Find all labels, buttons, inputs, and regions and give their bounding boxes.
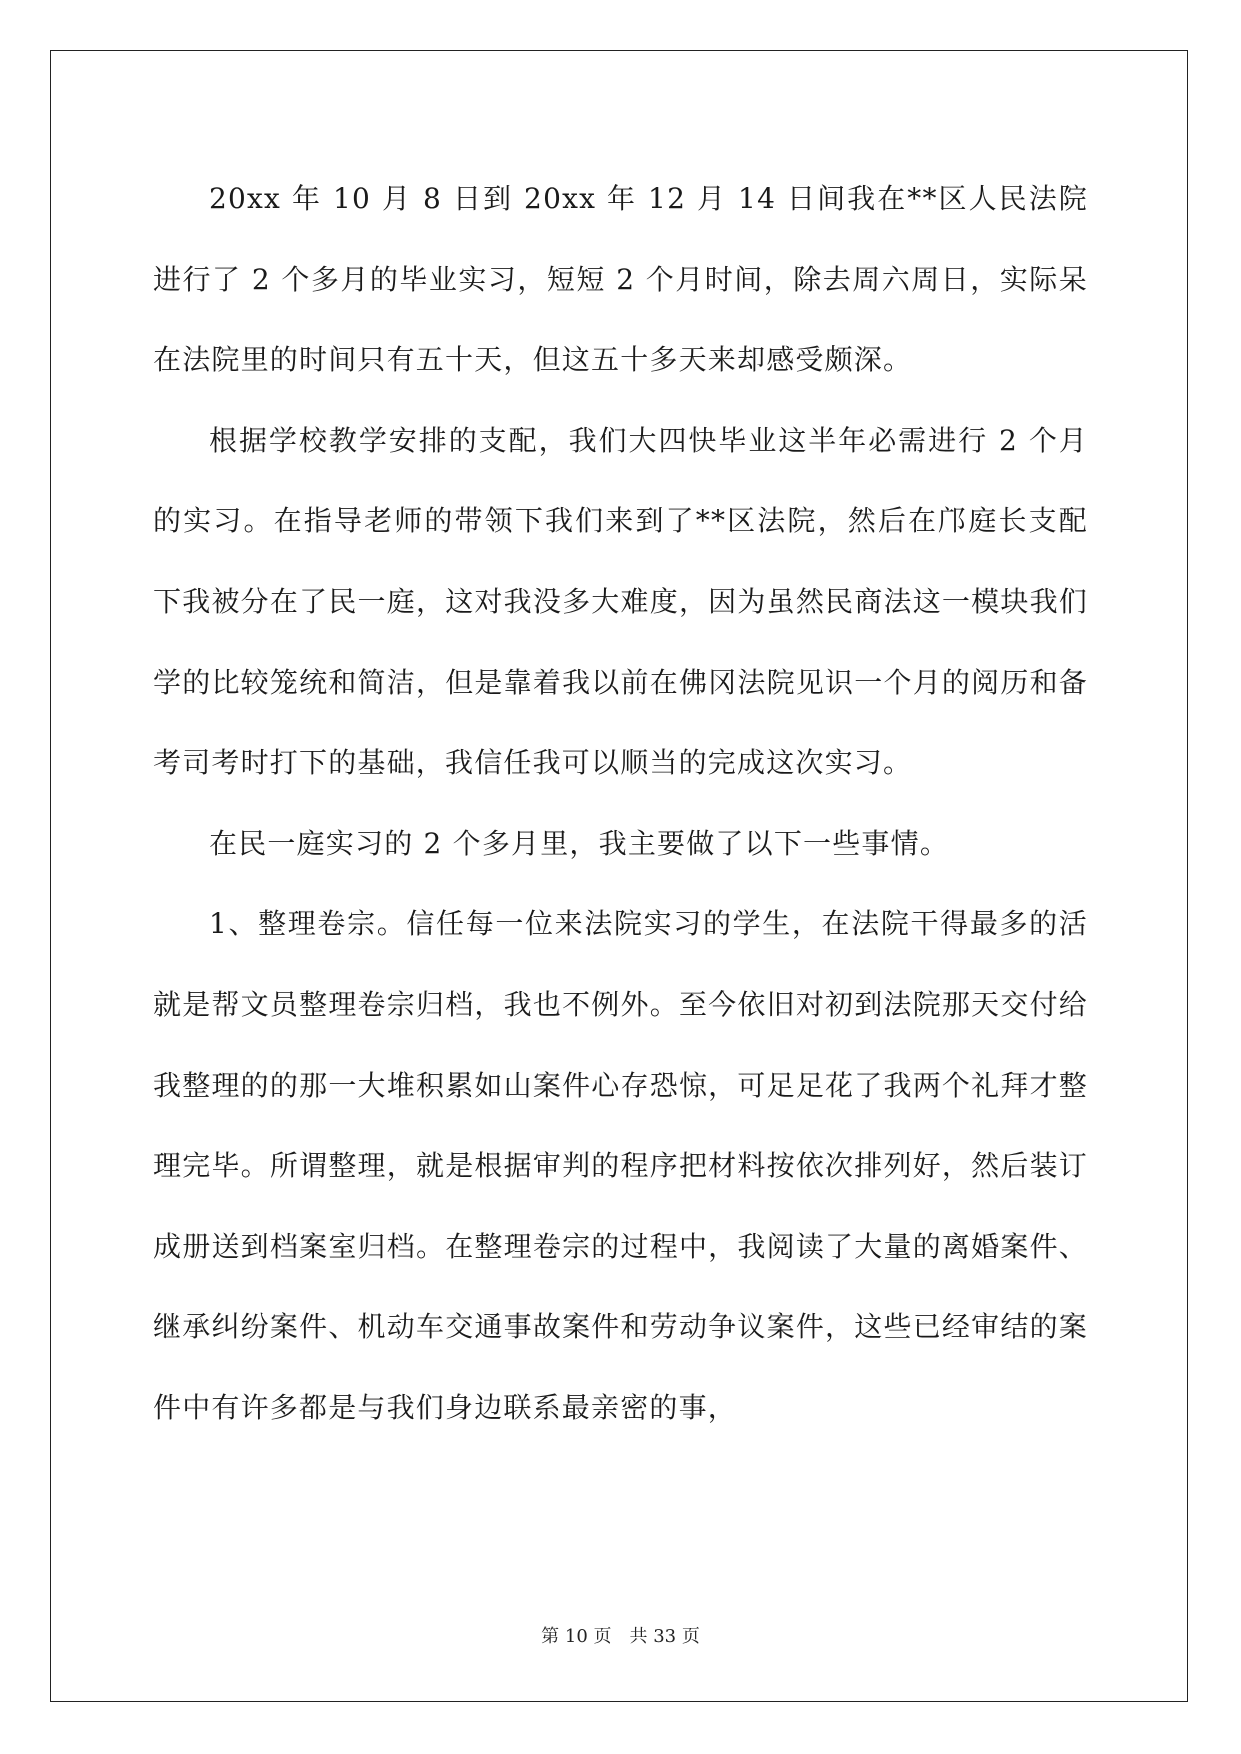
paragraph-3: 在民一庭实习的 2 个多月里，我主要做了以下一些事情。	[209, 826, 950, 860]
page-footer	[0, 1622, 1241, 1648]
page-total: 共 33 页	[629, 1626, 700, 1647]
page-number: 第 10 页	[541, 1626, 612, 1647]
paragraph-2: 根据学校教学安排的支配，我们大四快毕业这半年必需进行 2 个月的实习。在指导老师的带领下我们来到了**区法院，然后在邝庭长支配下我被分在了民一庭，这对我没多大难度，因为虽然民商法这一模块我们学的比较笼统和简洁，但是靠着我以前在佛冈法院见识一个月的阅历和备考司考时打下的基础，我信任我可以顺当的完成这次实习。	[153, 423, 1088, 780]
paragraph-4: 1、整理卷宗。信任每一位来法院实习的学生，在法院干得最多的活就是帮文员整理卷宗归档，我也不例外。至今依旧对初到法院那天交付给我整理的的那一大堆积累如山案件心存恐惊，可足足花了我两个礼拜才整理完毕。所谓整理，就是根据审判的程序把材料按依次排列好，然后装订成册送到档案室归档。在整理卷宗的过程中，我阅读了大量的离婚案件、继承纠纷案件、机动车交通事故案件和劳动争议案件，这些已经审结的案件中有许多都是与我们身边联系最亲密的事，	[153, 907, 1088, 1424]
paragraph-1: 20xx 年 10 月 8 日到 20xx 年 12 月 14 日间我在**区人民法院进行了 2 个多月的毕业实习，短短 2 个月时间，除去周六周日，实际呆在法院里的时间只有五十天，但这五十多天来却感受颇深。	[153, 182, 1088, 377]
document-body	[153, 159, 1088, 1449]
